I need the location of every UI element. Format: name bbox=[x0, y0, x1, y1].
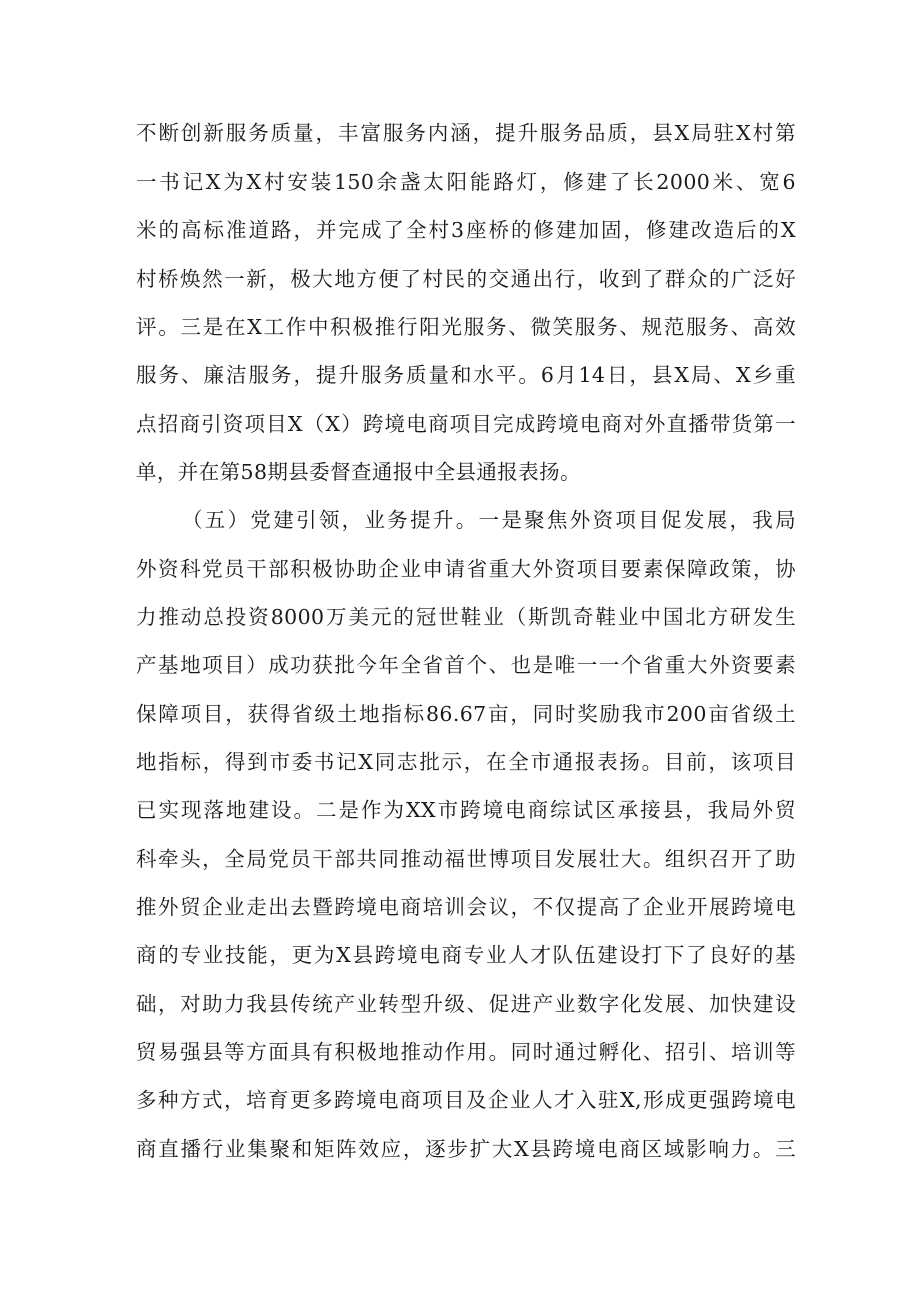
text-line: 单，并在第58期县委督查通报中全县通报表扬。 bbox=[136, 460, 581, 484]
text-line: 外资科党员干部积极协助企业申请省重大外资项目要素保障政策，协 bbox=[136, 557, 796, 581]
text-line: 商的专业技能，更为X县跨境电商专业人才队伍建设打下了良好的基 bbox=[136, 943, 796, 967]
text-line: 一书记X为X村安装150余盏太阳能路灯，修建了长2000米、宽6 bbox=[136, 170, 796, 194]
text-line: 服务、廉洁服务，提升服务质量和水平。6月14日，县X局、X乡重 bbox=[136, 363, 796, 387]
text-line: 推外贸企业走出去暨跨境电商培训会议，不仅提高了企业开展跨境电 bbox=[136, 895, 796, 919]
text-line: 力推动总投资8000万美元的冠世鞋业（斯凯奇鞋业中国北方研发生 bbox=[136, 605, 796, 629]
text-line: 已实现落地建设。二是作为XX市跨境电商综试区承接县，我局外贸 bbox=[136, 798, 796, 822]
text-line: 保障项目，获得省级土地指标86.67亩，同时奖励我市200亩省级土 bbox=[136, 702, 796, 726]
text-line: 科牵头，全局党员干部共同推动福世博项目发展壮大。组织召开了助 bbox=[136, 847, 796, 871]
text-line: 产基地项目）成功获批今年全省首个、也是唯一一个省重大外资要素 bbox=[136, 653, 796, 677]
text-line: 米的高标准道路，并完成了全村3座桥的修建加固，修建改造后的X bbox=[136, 218, 796, 242]
text-line: 评。三是在X工作中积极推行阳光服务、微笑服务、规范服务、高效 bbox=[136, 315, 796, 339]
text-line: 点招商引资项目X（X）跨境电商项目完成跨境电商对外直播带货第一 bbox=[136, 412, 796, 436]
text-line: 多种方式，培育更多跨境电商项目及企业人才入驻X,形成更强跨境电 bbox=[136, 1088, 796, 1112]
section-heading-line: （五）党建引领，业务提升。一是聚焦外资项目促发展，我局 bbox=[182, 508, 796, 532]
text-line: 商直播行业集聚和矩阵效应，逐步扩大X县跨境电商区域影响力。三 bbox=[136, 1137, 796, 1161]
text-line: 地指标，得到市委书记X同志批示，在全市通报表扬。目前，该项目 bbox=[136, 750, 796, 774]
text-line: 贸易强县等方面具有积极地推动作用。同时通过孵化、招引、培训等 bbox=[136, 1040, 796, 1064]
text-line: 础，对助力我县传统产业转型升级、促进产业数字化发展、加快建设 bbox=[136, 992, 796, 1016]
text-line: 不断创新服务质量，丰富服务内涵，提升服务品质，县X局驻X村第 bbox=[136, 121, 796, 145]
text-line: 村桥焕然一新，极大地方便了村民的交通出行，收到了群众的广泛好 bbox=[136, 267, 796, 291]
